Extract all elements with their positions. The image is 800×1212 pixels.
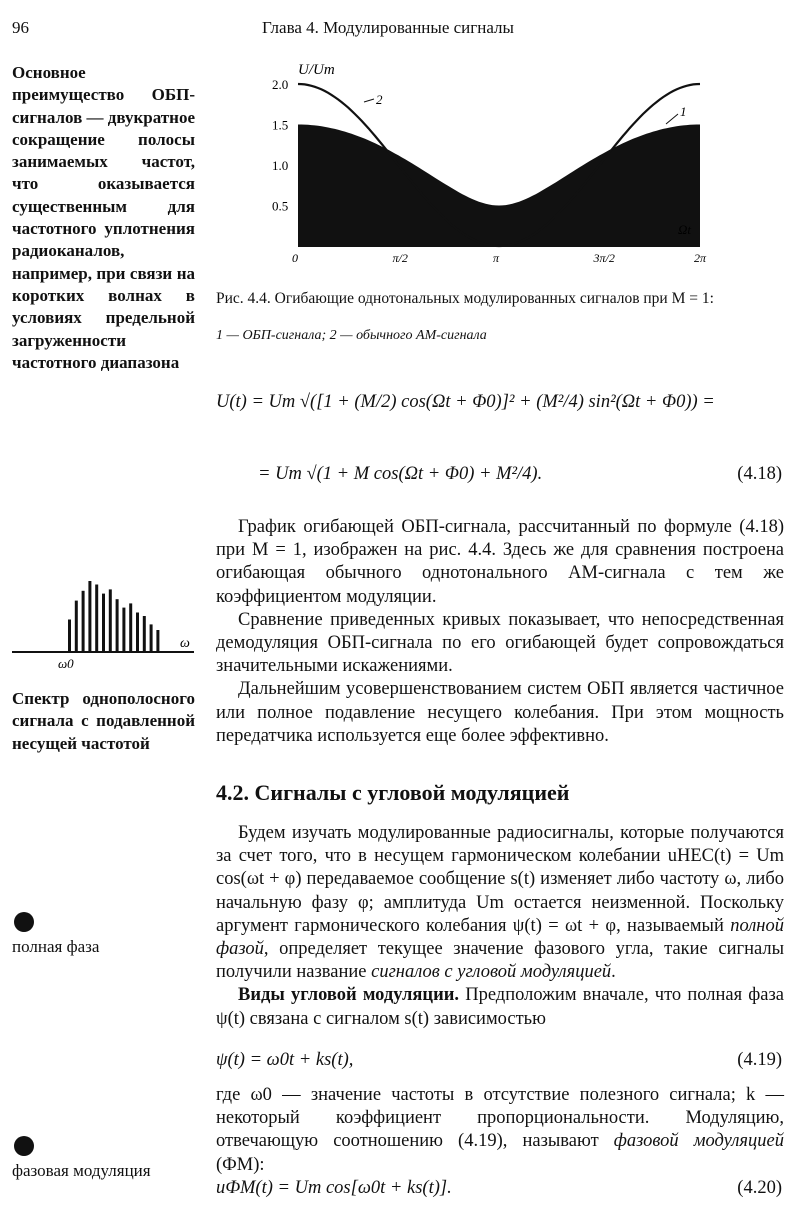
spectrum-bars <box>68 581 159 651</box>
spectrum-figure <box>8 565 198 675</box>
x-axis-label: Ωt <box>678 222 692 237</box>
spectrum-bar <box>82 591 85 651</box>
margin-term-full-phase: полная фаза <box>12 937 100 956</box>
spectrum-bar <box>109 589 112 651</box>
spectrum-caption: Спектр однополосного сигнала с подавленной несущей частотой <box>12 689 195 753</box>
equation-4-18-line1: U(t) = Um √([1 + (M/2) cos(Ωt + Φ0)]² + (M²/4) sin²(Ωt + Φ0)) = <box>216 392 715 412</box>
figure-legend: 1 — ОБП-сигнала; 2 — обычного АМ-сигнала <box>216 328 487 343</box>
paragraph: Виды угловой модуляции. Предположим вначале, что полная фаза ψ(t) связана с сигналом s(t) зависимостью <box>216 985 785 1029</box>
equation-number-4-20: (4.20) <box>737 1178 782 1198</box>
y-axis-label: U/Um <box>298 62 335 78</box>
body-text-lower <box>216 822 784 1031</box>
spectrum-center-label: ω0 <box>58 656 74 671</box>
page-number: 96 <box>12 18 29 37</box>
equation-4-18-line2: = Um √(1 + M cos(Ωt + Φ0) + M²/4). <box>258 464 543 484</box>
spectrum-bar <box>156 630 159 651</box>
margin-note-obp: Основное преимущество ОБП-сигналов — двукратное сокращение полосы занимаемых частот, что оказывается существенным для частотного уплотнения радиоканалов, например, при связи на коротких волнах в условиях предельной загруженности частотного диапазона <box>12 63 195 372</box>
paragraph: где ω0 — значение частоты в отсутствие полезного сигнала; k — некоторый коэффициент пропорциональности. Модуляцию, отвечающую соотношению (4.19), называют фазовой модуляцией (ФМ): <box>216 1085 784 1175</box>
running-title: Глава 4. Модулированные сигналы <box>262 18 514 37</box>
equation-number-4-18: (4.18) <box>737 464 782 484</box>
y-tick-label: 1.5 <box>272 117 289 133</box>
spectrum-bar <box>102 594 105 651</box>
paragraph: График огибающей ОБП-сигнала, рассчитанный по формуле (4.18) при M = 1, изображен на рис. 4.4. Здесь же для сравнения построена огибающая обычного однотонального АМ-сигнала с тем же коэффициентом модуляции. <box>216 517 784 607</box>
spectrum-bar <box>88 581 91 651</box>
paragraph: Дальнейшим усовершенствованием систем ОБП является частичное или полное подавление несущего колебания. При этом мощность передатчика используется еще более эффективно. <box>216 679 784 746</box>
x-tick-label: 0 <box>292 251 298 265</box>
spectrum-bar <box>150 624 153 651</box>
spectrum-bar <box>136 613 139 652</box>
y-tick-label: 0.5 <box>272 198 289 214</box>
x-tick-label: π <box>493 251 500 265</box>
bullet-icon <box>14 912 34 932</box>
x-tick-label: 3π/2 <box>593 251 615 265</box>
paragraph: Будем изучать модулированные радиосигналы, которые получаются за счет того, что в несущем гармоническом колебании uНЕС(t) = Um cos(ωt + φ) передаваемое сообщение s(t) изменяет либо частоту ω, либо начальную фазу φ; амплитуда Um остается неизменной. Поскольку аргумент гармонического колебания ψ(t) = ωt + φ, называемый полной фазой, определяет текущее значение фазового угла, такие сигналы получили название сигналов с угловой модуляцией. <box>216 823 784 983</box>
figure-caption: Рис. 4.4. Огибающие однотональных модулированных сигналов при M = 1: <box>216 290 714 307</box>
equation-4-20: uФМ(t) = Um cos[ω0t + ks(t)]. <box>216 1178 452 1198</box>
spectrum-bar <box>116 599 119 651</box>
paragraph: Сравнение приведенных кривых показывает, что непосредственная демодуляция ОБП-сигнала по его огибающей будет сопровождаться значительными искажениями. <box>216 609 784 677</box>
equation-number-4-19: (4.19) <box>737 1050 782 1070</box>
spectrum-bar <box>122 608 125 651</box>
spectrum-bar <box>129 603 132 651</box>
y-tick-label: 1.0 <box>272 158 289 173</box>
x-tick-label: 2π <box>694 251 707 265</box>
x-tick-label: π/2 <box>392 251 408 265</box>
margin-term-phase-mod: фазовая модуляция <box>12 1161 151 1180</box>
body-text-bottom <box>216 1084 784 1177</box>
y-tick-label: 2.0 <box>272 77 289 92</box>
curve-label-2: 2 <box>376 92 383 107</box>
spectrum-x-label: ω <box>180 636 190 651</box>
section-title: 4.2. Сигналы с угловой модуляцией <box>216 780 570 805</box>
equation-4-19: ψ(t) = ω0t + ks(t), <box>216 1050 354 1070</box>
spectrum-bar <box>143 616 146 651</box>
spectrum-bar <box>95 585 98 652</box>
body-text-upper <box>216 516 784 748</box>
curve-label-1: 1 <box>680 104 687 119</box>
spectrum-bar <box>68 620 71 652</box>
spectrum-bar <box>75 601 78 651</box>
figure-4-4 <box>268 58 728 268</box>
bullet-icon <box>14 1136 34 1156</box>
